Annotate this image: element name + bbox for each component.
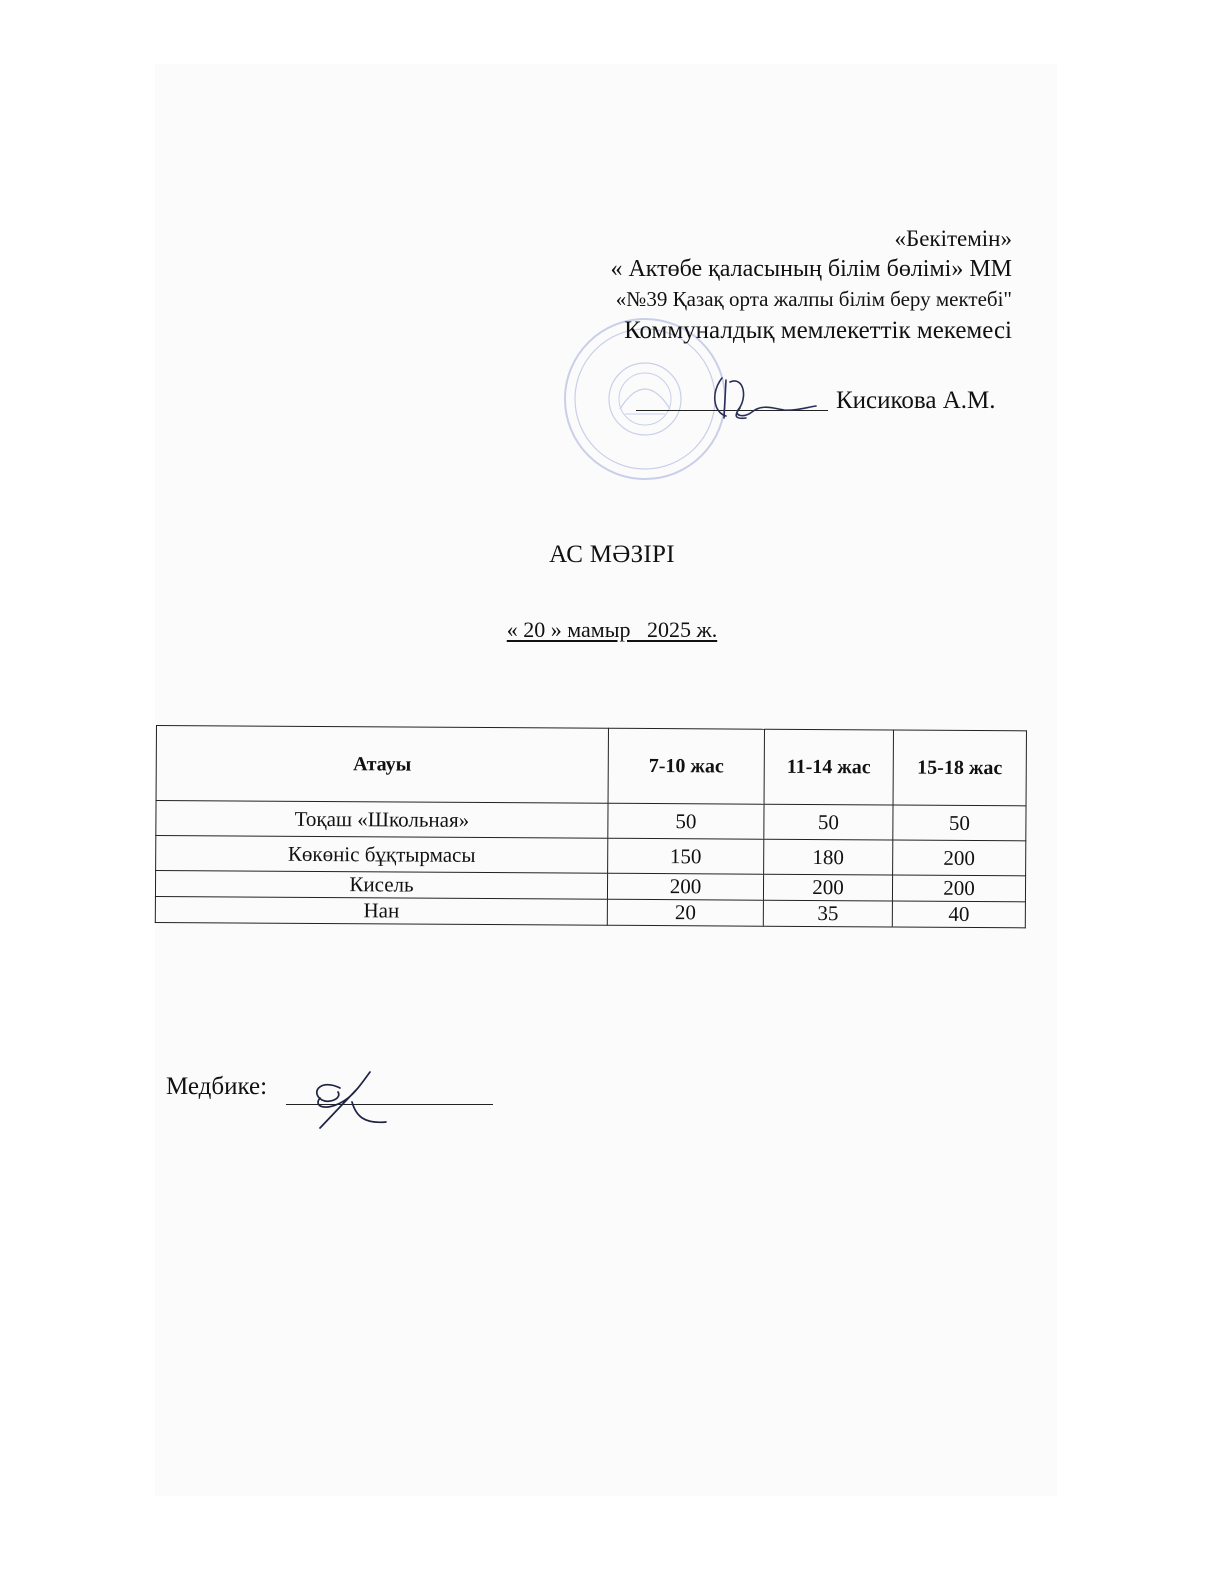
portion-cell: 200: [607, 873, 763, 900]
signer-name: Кисикова А.М.: [836, 387, 996, 414]
portion-cell: 50: [893, 805, 1026, 841]
table-row: [156, 836, 1026, 876]
table-header-row: [156, 726, 1026, 806]
portion-cell: 35: [763, 900, 892, 927]
dish-name: Көкөніс бұқтырмасы: [156, 836, 608, 874]
header-age-15-18: 15-18 жас: [893, 730, 1026, 806]
dish-name: Тоқаш «Школьная»: [156, 801, 608, 839]
dish-name: Кисель: [155, 871, 607, 900]
table-row: [155, 896, 1025, 927]
portion-cell: 40: [892, 901, 1025, 928]
portion-cell: 20: [607, 899, 763, 926]
dish-name: Нан: [155, 896, 607, 925]
portion-cell: 180: [764, 839, 893, 875]
approval-line-1: «Бекітемін»: [894, 226, 1012, 251]
portion-cell: 50: [608, 803, 764, 839]
nurse-label: Медбике:: [166, 1073, 268, 1100]
approval-line-2: « Актөбе қаласының білім бөлімі» ММ: [610, 256, 1012, 283]
portion-cell: 150: [608, 838, 764, 874]
approval-line-3: «№39 Қазақ орта жалпы білім беру мектебі": [615, 287, 1012, 312]
header-age-7-10: 7-10 жас: [608, 728, 764, 804]
portion-cell: 200: [893, 840, 1026, 876]
table-row: [156, 801, 1026, 841]
nurse-signature: [300, 1058, 400, 1138]
document-title: АС МӘЗІРІ: [549, 541, 675, 568]
director-signature: [700, 368, 820, 428]
portion-cell: 200: [892, 875, 1025, 902]
header-name: Атауы: [156, 726, 608, 804]
portion-cell: 50: [764, 804, 893, 840]
header-age-11-14: 11-14 жас: [764, 729, 893, 805]
approval-block: [610, 224, 1012, 347]
document-date-wrap: [0, 617, 1224, 643]
portion-cell: 200: [763, 874, 892, 901]
menu-table: [155, 725, 1027, 928]
document-date: « 20 » мамыр 2025 ж.: [506, 617, 718, 642]
approval-line-4: Коммуналдық мемлекеттік мекемесі: [624, 316, 1012, 344]
